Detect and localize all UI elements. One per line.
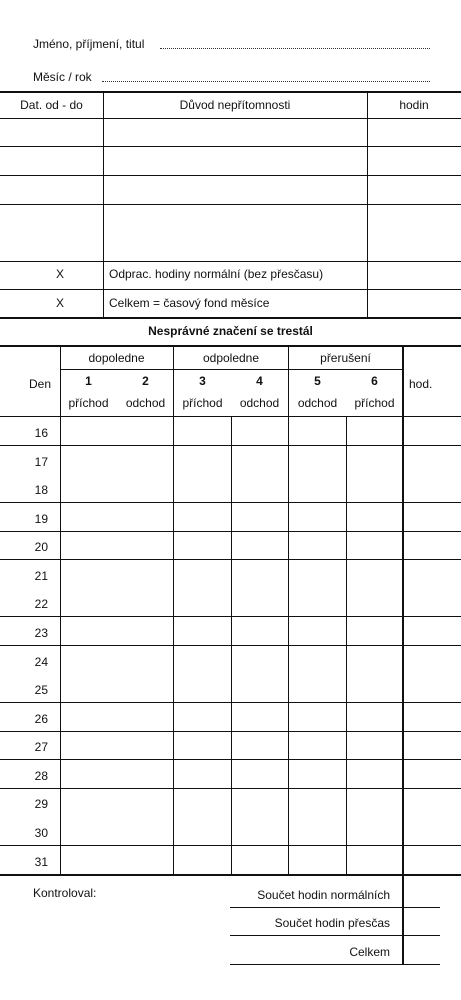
col-2-num: 2 bbox=[142, 374, 149, 388]
day-21: 21 bbox=[34, 569, 48, 583]
col-reason-header: Důvod nepřítomnosti bbox=[179, 98, 291, 112]
warning-text: Nesprávné značení se trestál bbox=[148, 324, 313, 338]
day-22: 22 bbox=[34, 597, 48, 611]
col-6-label: příchod bbox=[354, 396, 395, 410]
day-30: 30 bbox=[34, 826, 48, 840]
day-16: 16 bbox=[34, 426, 48, 440]
col-date-header: Dat. od - do bbox=[20, 98, 83, 112]
name-field[interactable] bbox=[160, 48, 430, 49]
col-3-label: příchod bbox=[182, 396, 223, 410]
col-4-label: odchod bbox=[239, 396, 280, 410]
col-6-num: 6 bbox=[371, 374, 378, 388]
day-19: 19 bbox=[34, 512, 48, 526]
col-2-label: odchod bbox=[125, 396, 166, 410]
worked-row-mark: X bbox=[55, 267, 64, 281]
day-17: 17 bbox=[34, 455, 48, 469]
day-26: 26 bbox=[34, 712, 48, 726]
col-hours-header: hodin bbox=[399, 98, 429, 112]
col-hod-header: hod. bbox=[409, 377, 433, 391]
col-1-num: 1 bbox=[85, 374, 92, 388]
day-28: 28 bbox=[34, 769, 48, 783]
month-label: Měsíc / rok bbox=[33, 70, 92, 84]
checked-by-label: Kontroloval: bbox=[33, 886, 97, 900]
day-24: 24 bbox=[34, 655, 48, 669]
day-31: 31 bbox=[34, 855, 48, 869]
worked-row-label: Odprac. hodiny normální (bez přesčasu) bbox=[109, 267, 324, 281]
day-25: 25 bbox=[34, 683, 48, 697]
day-27: 27 bbox=[34, 740, 48, 754]
group-afternoon: odpoledne bbox=[202, 351, 260, 365]
col-day-header: Den bbox=[29, 377, 52, 391]
col-5-label: odchod bbox=[297, 396, 338, 410]
group-break: přerušení bbox=[320, 351, 371, 365]
day-29: 29 bbox=[34, 797, 48, 811]
col-3-num: 3 bbox=[199, 374, 206, 388]
name-label: Jméno, příjmení, titul bbox=[33, 37, 145, 51]
day-23: 23 bbox=[34, 626, 48, 640]
day-18: 18 bbox=[34, 483, 48, 497]
group-morning: dopoledne bbox=[88, 351, 145, 365]
total-label: Celkem bbox=[349, 945, 390, 959]
sum-overtime-label: Součet hodin přesčas bbox=[274, 916, 390, 930]
month-field[interactable] bbox=[102, 81, 430, 82]
col-5-num: 5 bbox=[314, 374, 321, 388]
total-row-label: Celkem = časový fond měsíce bbox=[109, 296, 270, 310]
day-20: 20 bbox=[34, 540, 48, 554]
sum-normal-label: Součet hodin normálních bbox=[257, 888, 390, 902]
total-row-mark: X bbox=[55, 296, 64, 310]
col-1-label: příchod bbox=[68, 396, 109, 410]
col-4-num: 4 bbox=[256, 374, 263, 388]
